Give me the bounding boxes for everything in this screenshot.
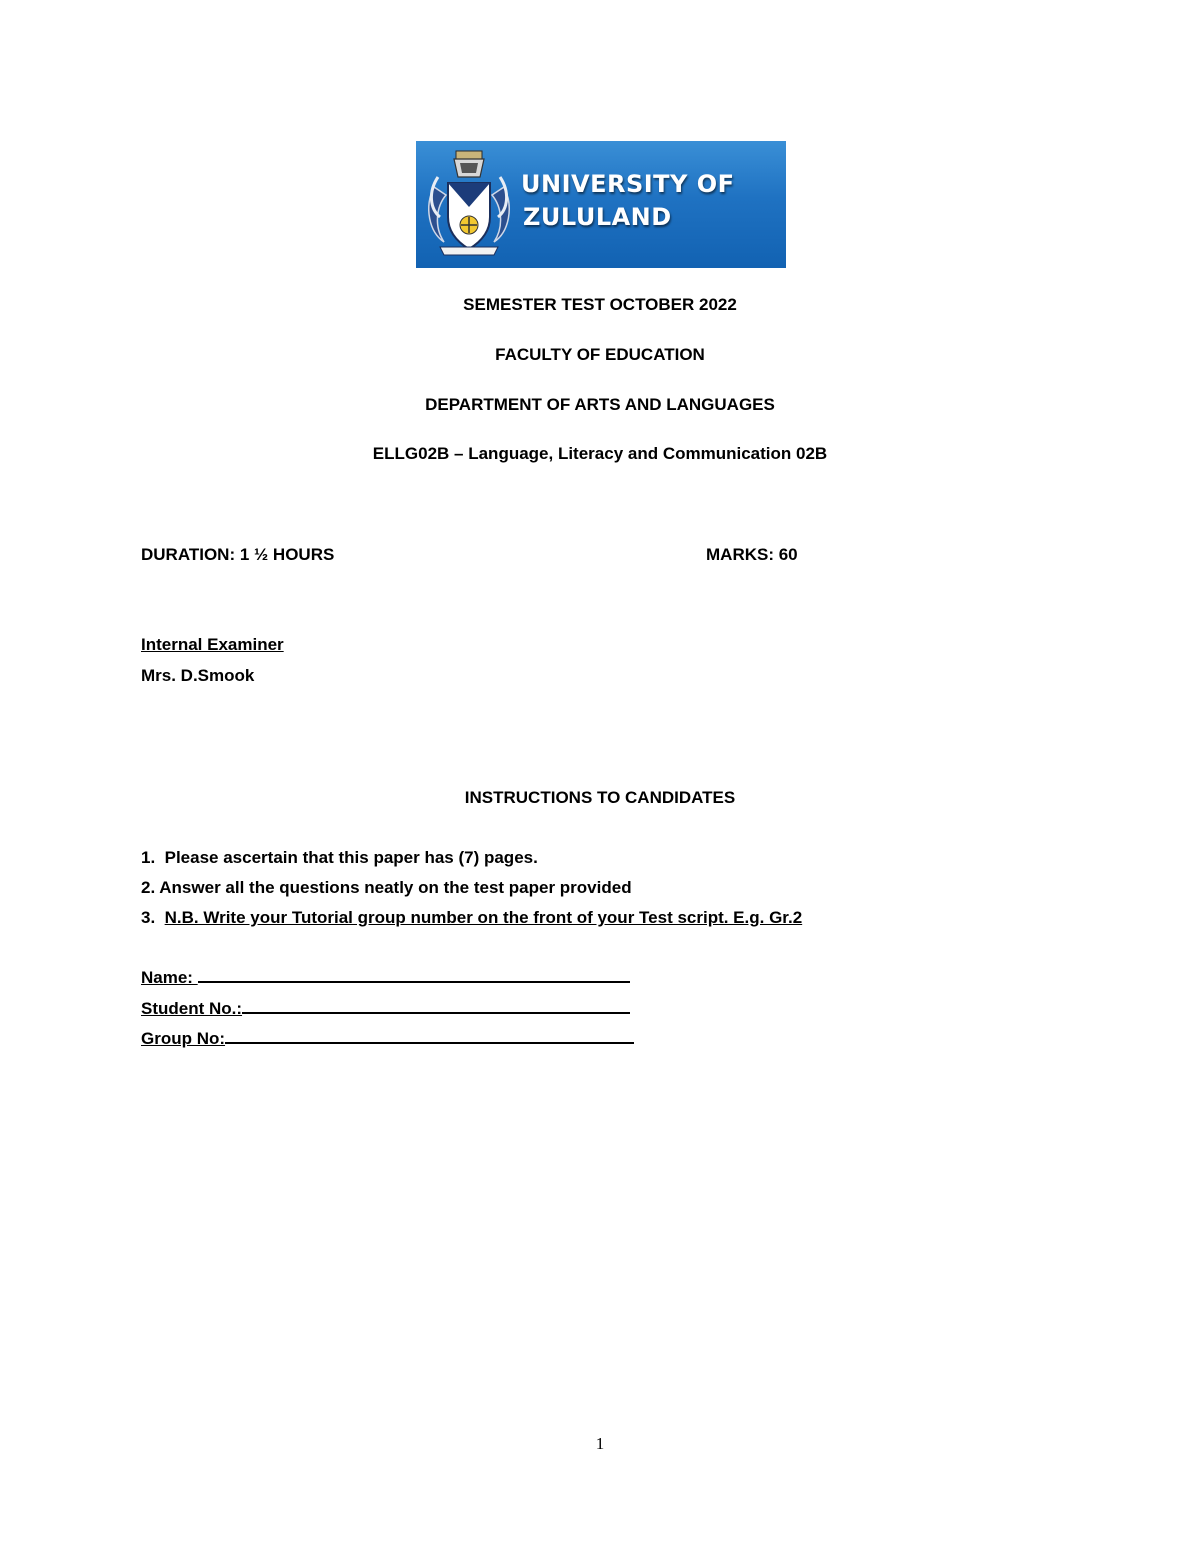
student-no-blank-line[interactable] <box>242 1012 630 1014</box>
group-no-blank-line[interactable] <box>225 1042 634 1044</box>
student-no-label: Student No.: <box>141 999 243 1018</box>
logo-line-1: UNIVERSITY OF <box>521 170 735 198</box>
department-title: DEPARTMENT OF ARTS AND LANGUAGES <box>425 395 775 414</box>
instruction-item-3 <box>141 908 802 928</box>
page-number: 1 <box>595 1434 605 1453</box>
test-title: SEMESTER TEST OCTOBER 2022 <box>463 295 737 314</box>
group-no-label: Group No: <box>141 1029 226 1048</box>
module-title: ELLG02B – Language, Literacy and Communication 02B <box>372 444 828 463</box>
instruction-item-3-number: 3. <box>141 908 165 927</box>
name-field[interactable] <box>141 968 630 988</box>
instruction-item-1: 1. Please ascertain that this paper has (7) pages. <box>141 848 538 867</box>
marks: MARKS: 60 <box>706 545 798 564</box>
logo-line-2: ZULULAND <box>523 203 672 231</box>
instruction-item-2: 2. Answer all the questions neatly on the test paper provided <box>141 878 632 897</box>
duration: DURATION: 1 ½ HOURS <box>141 545 335 564</box>
group-no-field[interactable] <box>141 1029 634 1049</box>
student-no-field[interactable] <box>141 999 630 1019</box>
name-label: Name: <box>141 968 198 987</box>
examiner-label: Internal Examiner <box>141 635 284 654</box>
university-logo <box>416 141 786 268</box>
faculty-title: FACULTY OF EDUCATION <box>495 345 705 364</box>
examiner-name: Mrs. D.Smook <box>141 666 255 685</box>
instruction-item-3-text: N.B. Write your Tutorial group number on the front of your Test script. E.g. Gr.2 <box>164 908 803 927</box>
crest-icon <box>424 147 514 262</box>
name-blank-line[interactable] <box>198 981 630 983</box>
logo-text <box>521 168 781 234</box>
instructions-heading: INSTRUCTIONS TO CANDIDATES <box>464 788 736 807</box>
